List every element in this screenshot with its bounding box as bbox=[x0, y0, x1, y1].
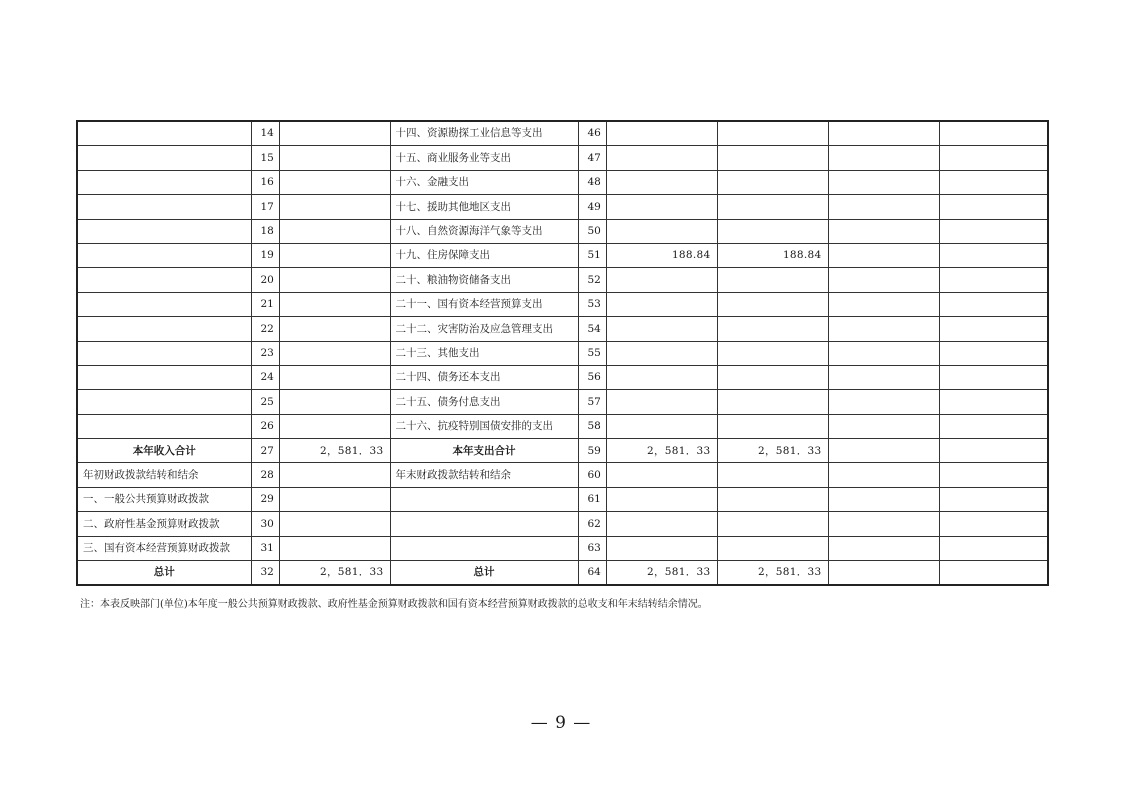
income-item-cell bbox=[77, 170, 251, 194]
expense-row-no-cell: 53 bbox=[578, 292, 606, 316]
expense-fund-budget-cell bbox=[828, 268, 939, 292]
expense-item-cell: 二十五、债务付息支出 bbox=[390, 390, 578, 414]
expense-total-cell bbox=[606, 317, 717, 341]
expense-state-capital-budget-cell bbox=[939, 219, 1048, 243]
expense-row-no-cell: 51 bbox=[578, 243, 606, 267]
income-row-no-cell: 32 bbox=[251, 561, 279, 586]
income-item-cell: 本年收入合计 bbox=[77, 439, 251, 463]
expense-state-capital-budget-cell bbox=[939, 292, 1048, 316]
expense-total-cell bbox=[606, 487, 717, 511]
table-row bbox=[77, 170, 1048, 194]
income-item-cell bbox=[77, 414, 251, 438]
income-amount-cell bbox=[279, 390, 390, 414]
income-row-no-cell: 24 bbox=[251, 365, 279, 389]
income-amount-cell bbox=[279, 121, 390, 146]
expense-general-budget-cell bbox=[717, 365, 828, 389]
table-note: 注：本表反映部门(单位)本年度一般公共预算财政拨款、政府性基金预算财政拨款和国有资本经营预算财政拨款的总收支和年末结转结余情况。 bbox=[80, 599, 708, 610]
expense-fund-budget-cell bbox=[828, 121, 939, 146]
expense-state-capital-budget-cell bbox=[939, 414, 1048, 438]
expense-fund-budget-cell bbox=[828, 243, 939, 267]
expense-fund-budget-cell bbox=[828, 146, 939, 170]
income-row-no-cell: 25 bbox=[251, 390, 279, 414]
expense-state-capital-budget-cell bbox=[939, 121, 1048, 146]
expense-fund-budget-cell bbox=[828, 487, 939, 511]
expense-state-capital-budget-cell bbox=[939, 561, 1048, 586]
expense-total-cell bbox=[606, 292, 717, 316]
expense-general-budget-cell: 2，581．33 bbox=[717, 439, 828, 463]
table-row bbox=[77, 536, 1048, 560]
expense-state-capital-budget-cell bbox=[939, 195, 1048, 219]
income-row-no-cell: 15 bbox=[251, 146, 279, 170]
expense-total-cell bbox=[606, 195, 717, 219]
income-item-cell bbox=[77, 195, 251, 219]
expense-state-capital-budget-cell bbox=[939, 243, 1048, 267]
expense-row-no-cell: 59 bbox=[578, 439, 606, 463]
table-row bbox=[77, 317, 1048, 341]
expense-general-budget-cell bbox=[717, 536, 828, 560]
expense-item-cell: 总计 bbox=[390, 561, 578, 586]
expense-row-no-cell: 60 bbox=[578, 463, 606, 487]
expense-item-cell bbox=[390, 487, 578, 511]
expense-state-capital-budget-cell bbox=[939, 146, 1048, 170]
income-item-cell bbox=[77, 365, 251, 389]
page-number: — 9 — bbox=[530, 713, 592, 733]
table-row bbox=[77, 487, 1048, 511]
expense-item-cell: 本年支出合计 bbox=[390, 439, 578, 463]
income-amount-cell bbox=[279, 219, 390, 243]
table-row bbox=[77, 146, 1048, 170]
expense-state-capital-budget-cell bbox=[939, 317, 1048, 341]
expense-total-cell bbox=[606, 512, 717, 536]
expense-item-cell: 二十、粮油物资储备支出 bbox=[390, 268, 578, 292]
expense-general-budget-cell bbox=[717, 121, 828, 146]
expense-total-cell: 2，581．33 bbox=[606, 439, 717, 463]
table-row bbox=[77, 195, 1048, 219]
income-amount-cell bbox=[279, 512, 390, 536]
income-item-cell bbox=[77, 341, 251, 365]
expense-row-no-cell: 52 bbox=[578, 268, 606, 292]
income-item-cell: 二、政府性基金预算财政拨款 bbox=[77, 512, 251, 536]
expense-general-budget-cell bbox=[717, 219, 828, 243]
table-row bbox=[77, 414, 1048, 438]
expense-item-cell bbox=[390, 512, 578, 536]
expense-general-budget-cell bbox=[717, 390, 828, 414]
income-amount-cell: 2，581．33 bbox=[279, 439, 390, 463]
income-amount-cell bbox=[279, 268, 390, 292]
expense-item-cell: 二十三、其他支出 bbox=[390, 341, 578, 365]
expense-total-cell bbox=[606, 268, 717, 292]
expense-state-capital-budget-cell bbox=[939, 463, 1048, 487]
expense-row-no-cell: 50 bbox=[578, 219, 606, 243]
table-row bbox=[77, 121, 1048, 146]
income-row-no-cell: 20 bbox=[251, 268, 279, 292]
expense-fund-budget-cell bbox=[828, 365, 939, 389]
income-item-cell bbox=[77, 219, 251, 243]
expense-general-budget-cell bbox=[717, 170, 828, 194]
table-row bbox=[77, 439, 1048, 463]
expense-item-cell: 十六、金融支出 bbox=[390, 170, 578, 194]
income-row-no-cell: 29 bbox=[251, 487, 279, 511]
table-row bbox=[77, 561, 1048, 586]
expense-row-no-cell: 58 bbox=[578, 414, 606, 438]
income-item-cell: 年初财政拨款结转和结余 bbox=[77, 463, 251, 487]
expense-item-cell: 十七、援助其他地区支出 bbox=[390, 195, 578, 219]
expense-row-no-cell: 49 bbox=[578, 195, 606, 219]
expense-fund-budget-cell bbox=[828, 195, 939, 219]
expense-total-cell bbox=[606, 341, 717, 365]
expense-row-no-cell: 54 bbox=[578, 317, 606, 341]
income-amount-cell bbox=[279, 365, 390, 389]
expense-fund-budget-cell bbox=[828, 536, 939, 560]
expense-item-cell: 十五、商业服务业等支出 bbox=[390, 146, 578, 170]
expense-item-cell: 二十二、灾害防治及应急管理支出 bbox=[390, 317, 578, 341]
expense-general-budget-cell bbox=[717, 146, 828, 170]
income-row-no-cell: 14 bbox=[251, 121, 279, 146]
expense-fund-budget-cell bbox=[828, 341, 939, 365]
income-amount-cell bbox=[279, 195, 390, 219]
table-row bbox=[77, 292, 1048, 316]
finance-table bbox=[76, 120, 1049, 586]
table-row bbox=[77, 243, 1048, 267]
income-row-no-cell: 27 bbox=[251, 439, 279, 463]
income-item-cell bbox=[77, 146, 251, 170]
income-row-no-cell: 19 bbox=[251, 243, 279, 267]
table-row bbox=[77, 365, 1048, 389]
income-item-cell: 三、国有资本经营预算财政拨款 bbox=[77, 536, 251, 560]
income-item-cell bbox=[77, 317, 251, 341]
expense-general-budget-cell bbox=[717, 512, 828, 536]
table-row bbox=[77, 390, 1048, 414]
expense-total-cell bbox=[606, 414, 717, 438]
income-amount-cell bbox=[279, 146, 390, 170]
expense-general-budget-cell: 188.84 bbox=[717, 243, 828, 267]
income-row-no-cell: 16 bbox=[251, 170, 279, 194]
income-row-no-cell: 22 bbox=[251, 317, 279, 341]
expense-fund-budget-cell bbox=[828, 317, 939, 341]
expense-general-budget-cell bbox=[717, 195, 828, 219]
expense-item-cell: 十四、资源勘探工业信息等支出 bbox=[390, 121, 578, 146]
expense-fund-budget-cell bbox=[828, 561, 939, 586]
income-item-cell: 总计 bbox=[77, 561, 251, 586]
expense-total-cell bbox=[606, 463, 717, 487]
expense-item-cell: 年末财政拨款结转和结余 bbox=[390, 463, 578, 487]
income-item-cell bbox=[77, 268, 251, 292]
income-amount-cell bbox=[279, 463, 390, 487]
expense-total-cell bbox=[606, 146, 717, 170]
expense-state-capital-budget-cell bbox=[939, 341, 1048, 365]
expense-row-no-cell: 62 bbox=[578, 512, 606, 536]
expense-row-no-cell: 55 bbox=[578, 341, 606, 365]
income-row-no-cell: 21 bbox=[251, 292, 279, 316]
expense-fund-budget-cell bbox=[828, 219, 939, 243]
expense-fund-budget-cell bbox=[828, 512, 939, 536]
expense-state-capital-budget-cell bbox=[939, 487, 1048, 511]
expense-general-budget-cell bbox=[717, 487, 828, 511]
expense-general-budget-cell bbox=[717, 317, 828, 341]
expense-item-cell: 二十六、抗疫特别国债安排的支出 bbox=[390, 414, 578, 438]
income-amount-cell bbox=[279, 341, 390, 365]
expense-total-cell bbox=[606, 390, 717, 414]
expense-state-capital-budget-cell bbox=[939, 268, 1048, 292]
expense-total-cell bbox=[606, 170, 717, 194]
income-row-no-cell: 18 bbox=[251, 219, 279, 243]
expense-fund-budget-cell bbox=[828, 390, 939, 414]
expense-item-cell: 二十一、国有资本经营预算支出 bbox=[390, 292, 578, 316]
table-row bbox=[77, 341, 1048, 365]
income-item-cell bbox=[77, 390, 251, 414]
table-row bbox=[77, 219, 1048, 243]
expense-fund-budget-cell bbox=[828, 463, 939, 487]
income-row-no-cell: 23 bbox=[251, 341, 279, 365]
income-row-no-cell: 30 bbox=[251, 512, 279, 536]
expense-general-budget-cell: 2，581．33 bbox=[717, 561, 828, 586]
expense-state-capital-budget-cell bbox=[939, 170, 1048, 194]
expense-fund-budget-cell bbox=[828, 414, 939, 438]
expense-item-cell: 十九、住房保障支出 bbox=[390, 243, 578, 267]
income-item-cell bbox=[77, 292, 251, 316]
expense-row-no-cell: 48 bbox=[578, 170, 606, 194]
expense-item-cell: 二十四、债务还本支出 bbox=[390, 365, 578, 389]
expense-row-no-cell: 47 bbox=[578, 146, 606, 170]
expense-item-cell: 十八、自然资源海洋气象等支出 bbox=[390, 219, 578, 243]
expense-state-capital-budget-cell bbox=[939, 439, 1048, 463]
income-amount-cell bbox=[279, 536, 390, 560]
income-amount-cell bbox=[279, 487, 390, 511]
expense-state-capital-budget-cell bbox=[939, 390, 1048, 414]
expense-general-budget-cell bbox=[717, 414, 828, 438]
expense-state-capital-budget-cell bbox=[939, 536, 1048, 560]
expense-general-budget-cell bbox=[717, 463, 828, 487]
expense-general-budget-cell bbox=[717, 341, 828, 365]
income-amount-cell bbox=[279, 292, 390, 316]
table-row bbox=[77, 463, 1048, 487]
expense-fund-budget-cell bbox=[828, 170, 939, 194]
expense-total-cell: 2，581．33 bbox=[606, 561, 717, 586]
income-amount-cell: 2，581．33 bbox=[279, 561, 390, 586]
expense-item-cell bbox=[390, 536, 578, 560]
expense-general-budget-cell bbox=[717, 292, 828, 316]
expense-row-no-cell: 64 bbox=[578, 561, 606, 586]
expense-total-cell bbox=[606, 536, 717, 560]
expense-row-no-cell: 63 bbox=[578, 536, 606, 560]
income-row-no-cell: 17 bbox=[251, 195, 279, 219]
expense-fund-budget-cell bbox=[828, 292, 939, 316]
expense-row-no-cell: 61 bbox=[578, 487, 606, 511]
table-row bbox=[77, 512, 1048, 536]
income-row-no-cell: 28 bbox=[251, 463, 279, 487]
income-item-cell bbox=[77, 243, 251, 267]
expense-total-cell bbox=[606, 121, 717, 146]
expense-total-cell bbox=[606, 365, 717, 389]
income-row-no-cell: 26 bbox=[251, 414, 279, 438]
income-item-cell: 一、一般公共预算财政拨款 bbox=[77, 487, 251, 511]
expense-row-no-cell: 57 bbox=[578, 390, 606, 414]
income-amount-cell bbox=[279, 317, 390, 341]
expense-total-cell bbox=[606, 219, 717, 243]
expense-row-no-cell: 46 bbox=[578, 121, 606, 146]
income-amount-cell bbox=[279, 243, 390, 267]
table-row bbox=[77, 268, 1048, 292]
expense-fund-budget-cell bbox=[828, 439, 939, 463]
expense-total-cell: 188.84 bbox=[606, 243, 717, 267]
income-amount-cell bbox=[279, 414, 390, 438]
income-amount-cell bbox=[279, 170, 390, 194]
income-item-cell bbox=[77, 121, 251, 146]
expense-state-capital-budget-cell bbox=[939, 365, 1048, 389]
income-row-no-cell: 31 bbox=[251, 536, 279, 560]
expense-row-no-cell: 56 bbox=[578, 365, 606, 389]
expense-general-budget-cell bbox=[717, 268, 828, 292]
table-body bbox=[77, 121, 1048, 585]
expense-state-capital-budget-cell bbox=[939, 512, 1048, 536]
